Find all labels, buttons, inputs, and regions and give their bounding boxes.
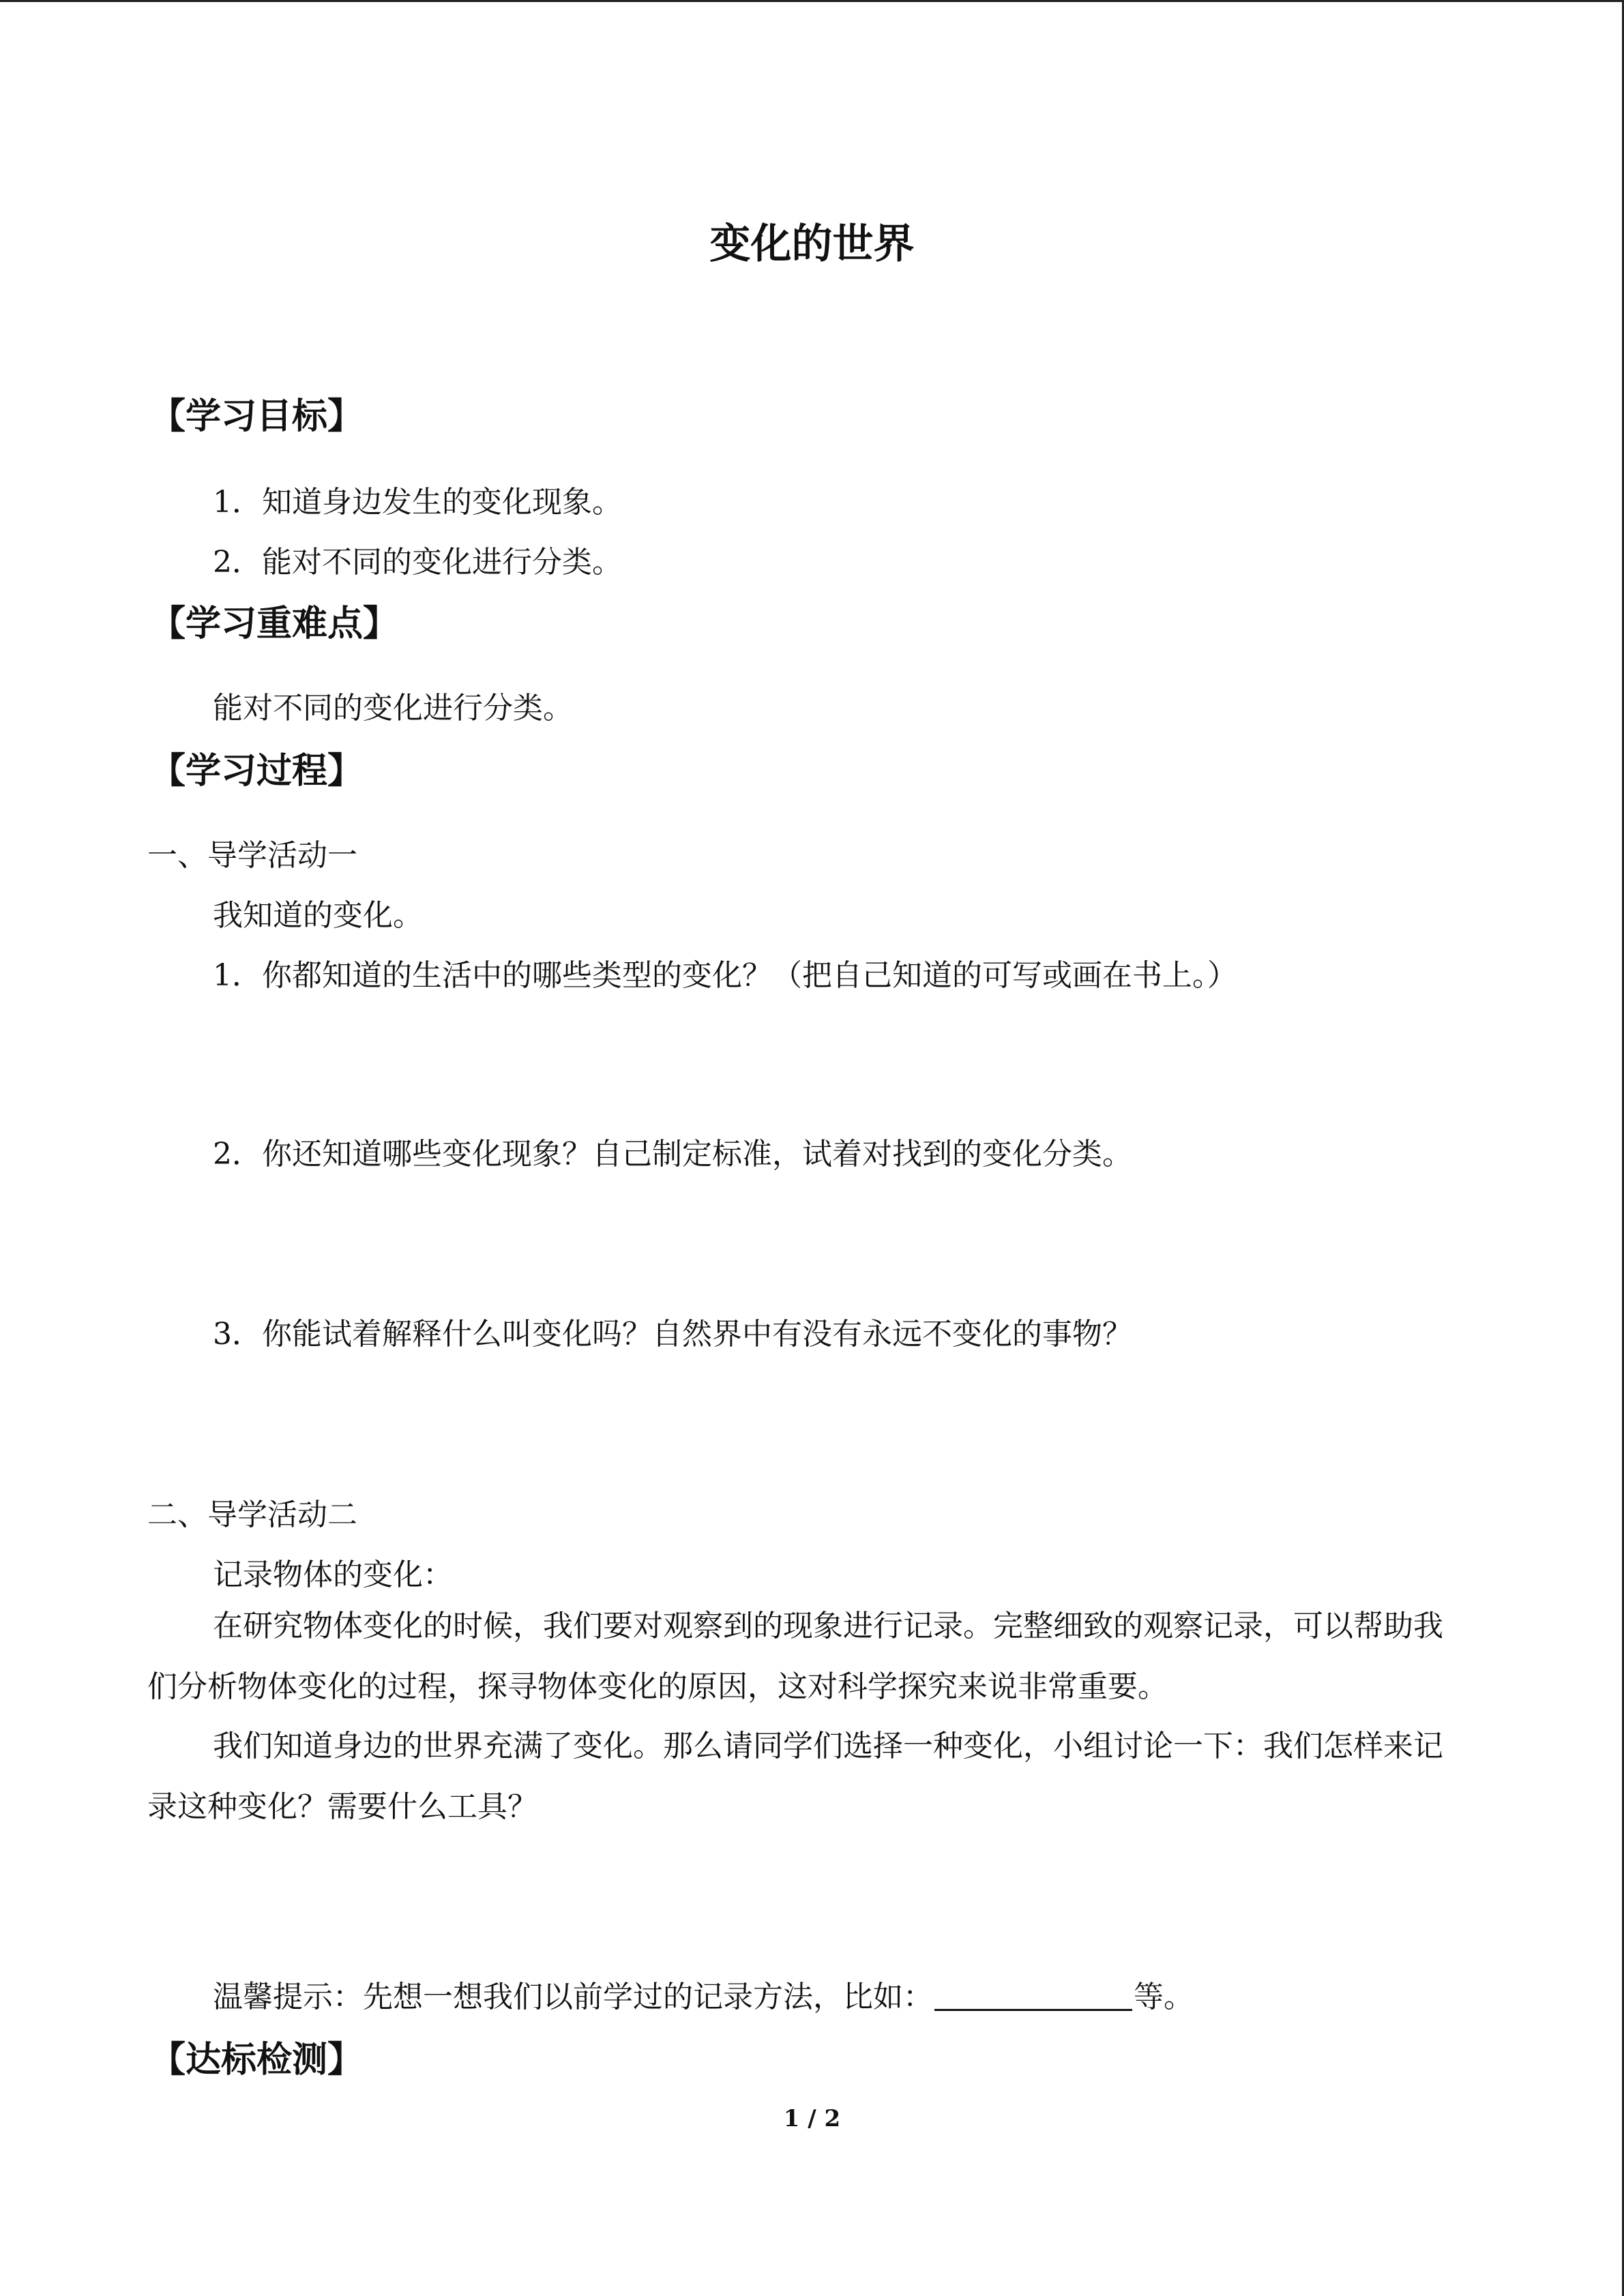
key-points-heading: 【学习重难点】 (150, 603, 399, 644)
activity1-question-3: 3．你能试着解释什么叫变化吗？自然界中有没有永远不变化的事物？ (213, 1317, 1132, 1352)
page-title: 变化的世界 (709, 220, 915, 268)
activity1-intro: 我知道的变化。 (213, 898, 423, 933)
tip-prefix: 温馨提示：先想一想我们以前学过的记录方法，比如： (213, 1980, 933, 2014)
page-border-top (0, 0, 1624, 2)
activity2-intro: 记录物体的变化： (213, 1557, 453, 1592)
key-points-text: 能对不同的变化进行分类。 (213, 691, 573, 726)
page-number: 1 / 2 (783, 2105, 841, 2132)
activity1-title: 一、导学活动一 (147, 838, 357, 873)
activity1-question-1: 1．你都知道的生活中的哪些类型的变化？（把自己知道的可写或画在书上。） (213, 958, 1237, 993)
activity1-question-2: 2．你还知道哪些变化现象？自己制定标准，试着对找到的变化分类。 (213, 1137, 1132, 1172)
activity2-paragraph-2: 我们知道身边的世界充满了变化。那么请同学们选择一种变化，小组讨论一下：我们怎样来记录这种变化？需要什么工具？ (147, 1729, 1443, 1824)
activity2-title: 二、导学活动二 (147, 1497, 357, 1532)
tip-line (213, 1972, 1194, 2016)
goal-item-2: 2．能对不同的变化进行分类。 (213, 545, 622, 580)
tip-suffix: 等。 (1134, 1980, 1194, 2014)
goals-heading: 【学习目标】 (150, 396, 364, 437)
goal-item-1: 1．知道身边发生的变化现象。 (213, 485, 622, 520)
process-heading: 【学习过程】 (150, 750, 364, 792)
fill-in-blank[interactable] (934, 1979, 1132, 2011)
assessment-heading: 【达标检测】 (150, 2039, 364, 2081)
activity2-paragraph-1: 在研究物体变化的时候，我们要对观察到的现象进行记录。完整细致的观察记录，可以帮助我们分析物体变化的过程，探寻物体变化的原因，这对科学探究来说非常重要。 (147, 1609, 1443, 1704)
